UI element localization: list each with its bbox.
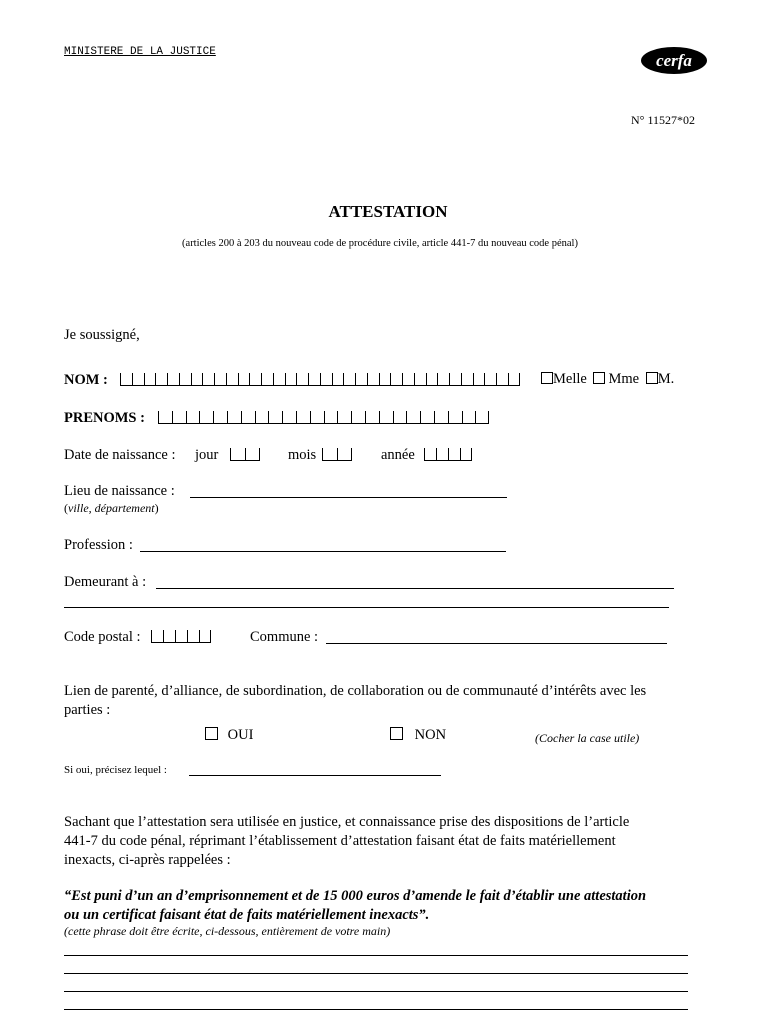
handwriting-line-1[interactable] <box>64 955 688 956</box>
relationship-non-label: NON <box>414 727 447 743</box>
legal-notice-line3: inexacts, ci-après rappelées : <box>64 852 231 868</box>
page-title: ATTESTATION <box>328 202 448 221</box>
char-box[interactable] <box>393 411 407 424</box>
prenoms-char-boxes[interactable] <box>158 411 489 429</box>
handwriting-line-2[interactable] <box>64 973 688 974</box>
birthdate-year-boxes[interactable] <box>424 448 472 466</box>
relationship-hint: (Cocher la case utile) <box>535 731 640 745</box>
char-box[interactable] <box>448 411 462 424</box>
commune-field[interactable] <box>326 643 667 644</box>
civility-mme-checkbox[interactable] <box>593 372 605 384</box>
char-box[interactable] <box>296 373 308 386</box>
char-box[interactable] <box>199 411 213 424</box>
char-box[interactable] <box>475 411 489 424</box>
char-box[interactable] <box>496 373 508 386</box>
prenoms-label: PRENOMS : <box>64 410 145 426</box>
relationship-non <box>390 727 446 744</box>
civility-options <box>541 371 674 388</box>
form-number: N° 11527*02 <box>631 113 696 127</box>
char-box[interactable] <box>337 411 351 424</box>
cerfa-logo-text: cerfa <box>656 51 692 70</box>
char-box[interactable] <box>238 373 250 386</box>
char-box[interactable] <box>308 373 320 386</box>
char-box[interactable] <box>406 411 420 424</box>
char-box[interactable] <box>186 411 200 424</box>
char-box[interactable] <box>508 373 520 386</box>
intro-text: Je soussigné, <box>64 327 140 343</box>
char-box[interactable] <box>434 411 448 424</box>
char-box[interactable] <box>473 373 485 386</box>
char-box[interactable] <box>261 373 273 386</box>
legal-notice-line1: Sachant que l’attestation sera utilisée en justice, et connaissance prise des dispositions de l’article <box>64 814 630 830</box>
relationship-precise-label: Si oui, précisez lequel : <box>64 764 167 776</box>
postal-code-label: Code postal : <box>64 629 141 645</box>
relationship-oui-label: OUI <box>227 727 254 743</box>
char-box[interactable] <box>420 411 434 424</box>
page-subtitle: (articles 200 à 203 du nouveau code de procédure civile, article 441-7 du nouveau code pénal) <box>182 238 578 249</box>
civility-m-checkbox[interactable] <box>646 372 658 384</box>
profession-label: Profession : <box>64 537 133 553</box>
cerfa-logo <box>641 47 707 74</box>
char-box[interactable] <box>255 411 269 424</box>
char-box[interactable] <box>414 373 426 386</box>
char-box[interactable] <box>462 411 476 424</box>
char-box[interactable] <box>213 411 227 424</box>
civility-melle-label: Melle <box>553 371 587 387</box>
relationship-non-checkbox[interactable] <box>390 727 403 740</box>
char-box[interactable] <box>367 373 379 386</box>
relationship-precise-field[interactable] <box>189 775 441 776</box>
relationship-oui-checkbox[interactable] <box>205 727 218 740</box>
birthdate-day-label: jour <box>195 447 219 463</box>
birthdate-label: Date de naissance : <box>64 447 176 463</box>
penal-quote-line1: “Est puni d’un an d’emprisonnement et de 15 000 euros d’amende le fait d’établir une attestation <box>64 888 647 904</box>
char-box[interactable] <box>268 411 282 424</box>
char-box[interactable] <box>449 373 461 386</box>
char-box[interactable] <box>351 411 365 424</box>
char-box[interactable] <box>379 411 393 424</box>
char-box[interactable] <box>120 373 132 386</box>
civility-mme-label: Mme <box>608 371 640 387</box>
handwriting-line-3[interactable] <box>64 991 688 992</box>
char-box[interactable] <box>172 411 186 424</box>
handwriting-line-4[interactable] <box>64 1009 688 1010</box>
char-box[interactable] <box>241 411 255 424</box>
penal-quote-line2: ou un certificat faisant état de faits matériellement inexacts”. <box>64 907 430 923</box>
commune-label: Commune : <box>250 629 319 645</box>
char-box[interactable] <box>343 373 355 386</box>
char-box[interactable] <box>285 373 297 386</box>
char-box[interactable] <box>324 411 338 424</box>
civility-melle-checkbox[interactable] <box>541 372 553 384</box>
char-box[interactable] <box>155 373 167 386</box>
birthdate-month-boxes[interactable] <box>322 448 352 466</box>
address-field-line2[interactable] <box>64 607 669 608</box>
char-box[interactable] <box>158 411 172 424</box>
char-box[interactable] <box>282 411 296 424</box>
char-box[interactable] <box>227 411 241 424</box>
char-box[interactable] <box>144 373 156 386</box>
char-box[interactable] <box>310 411 324 424</box>
char-box[interactable] <box>202 373 214 386</box>
birthdate-day-boxes[interactable] <box>230 448 260 466</box>
address-field-line1[interactable] <box>156 588 674 589</box>
birthplace-field[interactable] <box>190 497 507 498</box>
char-box[interactable] <box>226 373 238 386</box>
char-box[interactable] <box>179 373 191 386</box>
char-box[interactable] <box>132 373 144 386</box>
char-box[interactable] <box>426 373 438 386</box>
char-box[interactable] <box>355 373 367 386</box>
postal-code-boxes[interactable] <box>151 630 211 648</box>
relationship-text-line1: Lien de parenté, d’alliance, de subordination, de collaboration ou de communauté d’intérêts avec les <box>64 683 647 699</box>
char-box[interactable] <box>484 373 496 386</box>
ministry-header: MINISTERE DE LA JUSTICE <box>64 46 216 58</box>
birthplace-hint-close: ) <box>154 501 159 515</box>
nom-label: NOM : <box>64 372 108 388</box>
birthplace-hint-text: ville, département <box>68 501 155 515</box>
civility-m-label: M. <box>657 371 675 387</box>
birthplace-hint <box>64 501 159 516</box>
legal-notice-line2: 441-7 du code pénal, réprimant l’établissement d’attestation faisant état de faits matériellement <box>64 833 616 849</box>
char-box[interactable] <box>167 373 179 386</box>
relationship-text-line2: parties : <box>64 702 111 718</box>
char-box[interactable] <box>191 373 203 386</box>
char-box[interactable] <box>379 373 391 386</box>
relationship-oui <box>205 727 253 744</box>
birthplace-label: Lieu de naissance : <box>64 483 175 499</box>
char-box[interactable] <box>461 373 473 386</box>
birthdate-year-label: année <box>381 447 415 463</box>
birthdate-month-label: mois <box>288 447 317 463</box>
char-box[interactable] <box>332 373 344 386</box>
char-box[interactable] <box>273 373 285 386</box>
birthplace-hint-open: ( <box>64 501 68 515</box>
char-box[interactable] <box>214 373 226 386</box>
char-box[interactable] <box>402 373 414 386</box>
profession-field[interactable] <box>140 551 506 552</box>
char-box[interactable] <box>249 373 261 386</box>
char-box[interactable] <box>320 373 332 386</box>
handwriting-instruction: (cette phrase doit être écrite, ci-dessous, entièrement de votre main) <box>64 924 391 938</box>
char-box[interactable] <box>365 411 379 424</box>
char-box[interactable] <box>296 411 310 424</box>
nom-char-boxes[interactable] <box>120 373 520 391</box>
address-label: Demeurant à : <box>64 574 147 590</box>
char-box[interactable] <box>437 373 449 386</box>
char-box[interactable] <box>390 373 402 386</box>
